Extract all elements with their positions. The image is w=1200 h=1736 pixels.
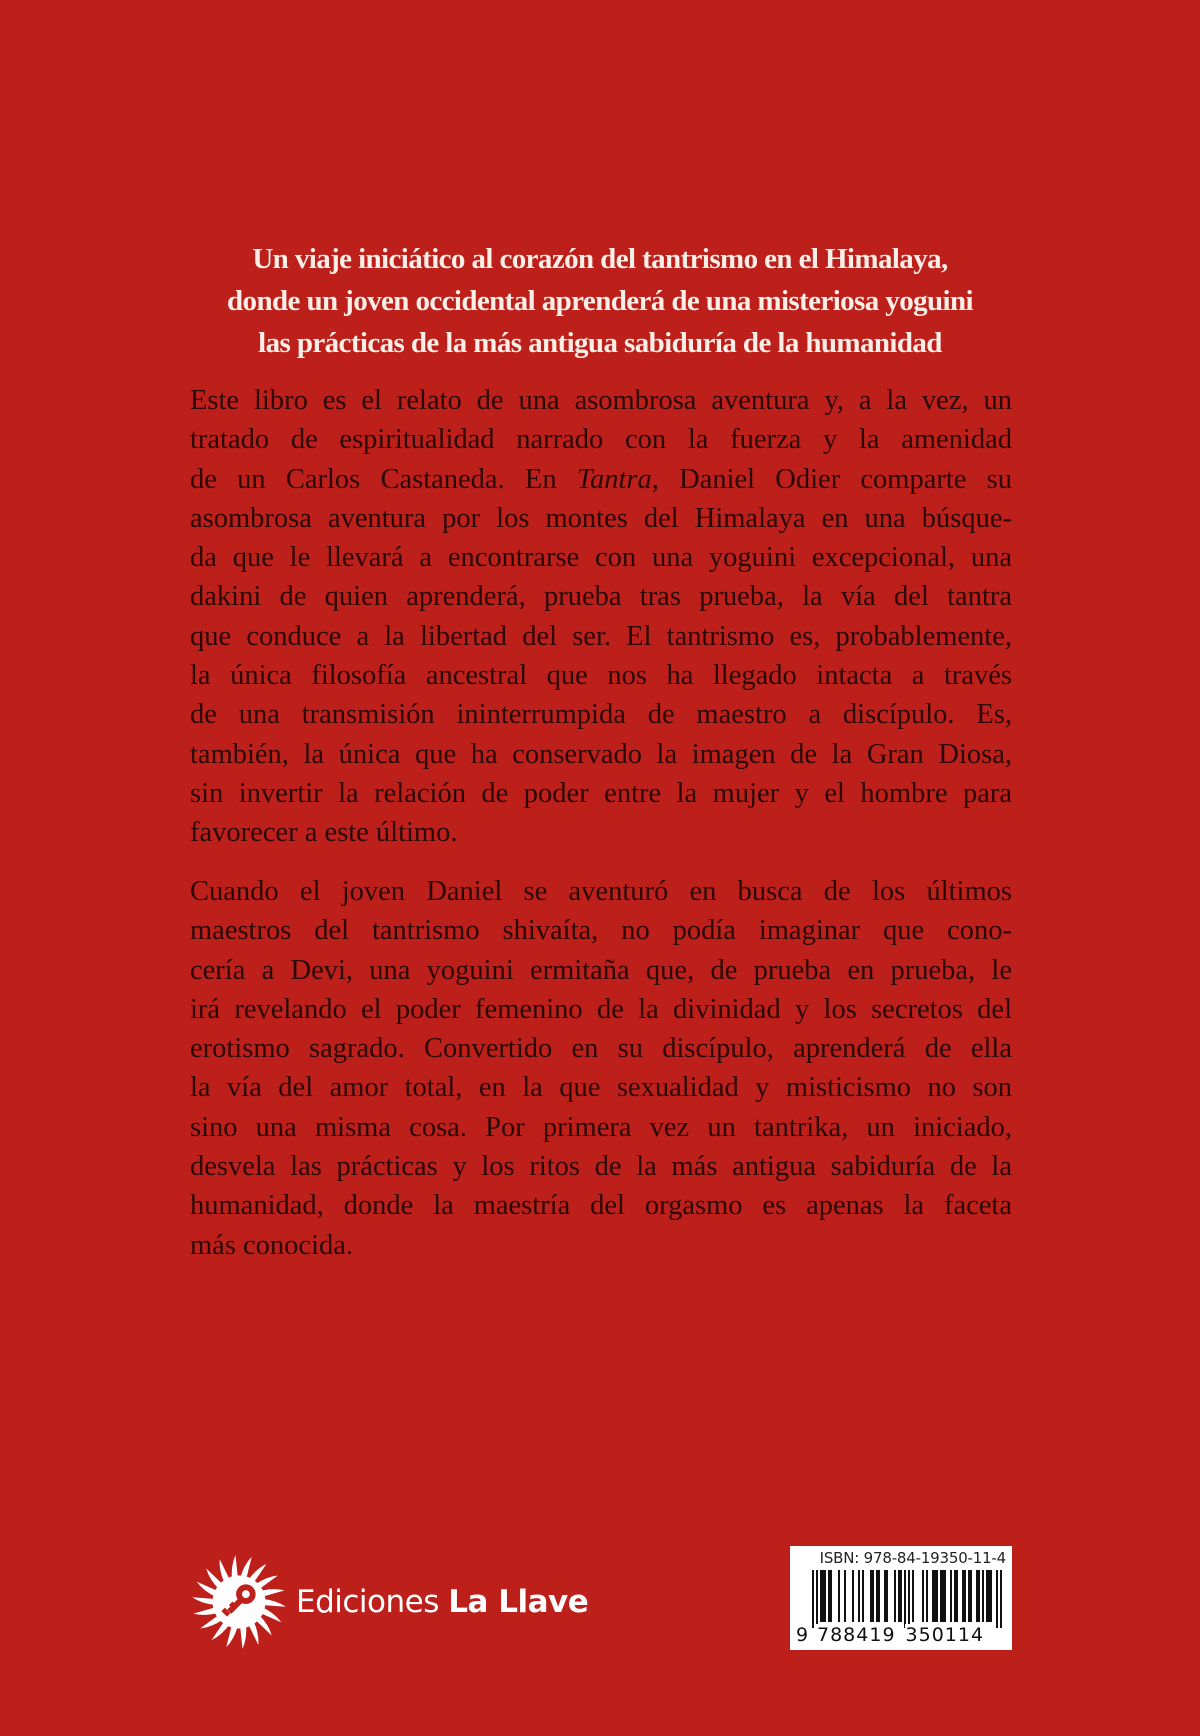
text-line: sino una misma cosa. Por primera vez un tantrika, un iniciado,	[190, 1111, 1012, 1143]
barcode-bar	[976, 1570, 978, 1622]
barcode-bar	[956, 1570, 958, 1622]
tagline-line: las prácticas de la más antigua sabiduría de la humanidad	[258, 327, 942, 359]
barcode-bar	[1000, 1570, 1002, 1628]
tagline	[150, 238, 1050, 364]
ean-group-left: 788419	[817, 1624, 896, 1646]
barcode-bar	[886, 1570, 888, 1622]
barcode-bar	[978, 1570, 980, 1622]
barcode-bar	[988, 1570, 990, 1622]
barcode-bar	[858, 1570, 860, 1622]
barcode-bar	[830, 1570, 832, 1622]
barcode-bar	[996, 1570, 998, 1628]
text-line	[190, 460, 1012, 499]
barcode-bar	[922, 1570, 924, 1622]
tagline-line: Un viaje iniciático al corazón del tantrismo en el Himalaya,	[252, 243, 948, 275]
barcode-bar	[954, 1570, 956, 1622]
text-segment: asombrosa aventura por los montes del Himalaya en una búsque-	[190, 502, 1012, 534]
barcode-bar	[904, 1570, 906, 1628]
barcode-bar	[912, 1570, 914, 1622]
barcode-bar	[986, 1570, 988, 1622]
barcode-bar	[982, 1570, 984, 1622]
barcode-bar	[932, 1570, 934, 1622]
text-segment: también, la única que ha conservado la imagen de la Gran Diosa,	[190, 738, 1012, 770]
barcode-bar	[824, 1570, 826, 1622]
barcode-bar	[900, 1570, 902, 1622]
isbn-barcode	[790, 1546, 1012, 1650]
text-line: desvela las prácticas y los ritos de la más antigua sabiduría de la	[190, 1151, 1012, 1183]
barcode-bar	[950, 1570, 952, 1622]
barcode-bar	[878, 1570, 880, 1622]
text-segment: Este libro es el relato de una asombrosa aventura y, a la vez, un	[190, 385, 1012, 416]
publisher-name-regular: Ediciones	[296, 1584, 449, 1620]
tagline-line: donde un joven occidental aprenderá de una misteriosa yoguini	[227, 285, 973, 317]
description-paragraph-1	[190, 381, 1012, 853]
barcode-bar	[884, 1570, 886, 1622]
book-title-italic: Tantra	[576, 463, 652, 495]
text-segment: , Daniel Odier comparte su	[651, 463, 1012, 495]
text-line	[190, 499, 1012, 538]
text-segment: que conduce a la libertad del ser. El tantrismo es, probablemente,	[190, 620, 1012, 652]
barcode-bars	[812, 1570, 1002, 1628]
barcode-bar	[852, 1570, 854, 1622]
barcode-bar	[844, 1570, 846, 1622]
sun-key-icon	[190, 1553, 288, 1651]
sun-ray	[262, 1599, 285, 1607]
barcode-bar	[822, 1570, 824, 1622]
text-line	[190, 735, 1012, 774]
barcode-bar	[936, 1570, 938, 1622]
text-line	[190, 617, 1012, 656]
ean-digits	[796, 1624, 1006, 1646]
text-line: más conocida.	[190, 1229, 354, 1261]
text-line: irá revelando el poder femenino de la divinidad y los secretos del	[190, 993, 1012, 1025]
barcode-bar	[944, 1570, 946, 1622]
text-line	[190, 774, 1012, 813]
text-line: la vía del amor total, en la que sexualidad y misticismo no son	[190, 1072, 1012, 1104]
barcode-bar	[934, 1570, 936, 1622]
text-line	[190, 695, 1012, 734]
text-line: maestros del tantrismo shivaíta, no podía imaginar que cono-	[190, 915, 1012, 947]
text-segment: dakini de quien aprenderá, prueba tras prueba, la vía del tantra	[190, 581, 1012, 613]
barcode-bar	[970, 1570, 972, 1622]
text-line	[190, 577, 1012, 616]
text-line	[190, 538, 1012, 577]
text-segment: tratado de espiritualidad narrado con la fuerza y la amenidad	[190, 424, 1012, 456]
barcode-bar	[820, 1570, 822, 1622]
barcode-bar	[894, 1570, 896, 1622]
barcode-bar	[812, 1570, 814, 1628]
text-line: erotismo sagrado. Convertido en su discípulo, aprenderá de ella	[190, 1033, 1012, 1065]
text-line	[190, 420, 1012, 459]
barcode-bar	[898, 1570, 900, 1622]
text-line	[190, 656, 1012, 695]
barcode-bar	[940, 1570, 942, 1622]
ean-group-right: 350114	[905, 1624, 985, 1646]
text-segment: de una transmisión ininterrumpida de maestro a discípulo. Es,	[190, 699, 1012, 731]
barcode-bar	[872, 1570, 874, 1622]
sun-ray	[192, 1597, 215, 1605]
text-segment: sin invertir la relación de poder entre la mujer y el hombre para	[190, 777, 1012, 809]
barcode-bar	[908, 1570, 910, 1628]
barcode-bar	[968, 1570, 970, 1622]
barcode-bar	[962, 1570, 964, 1622]
barcode-bar	[876, 1570, 878, 1622]
text-line	[190, 813, 1012, 852]
ean-first-digit: 9	[796, 1624, 809, 1646]
text-segment: de un Carlos Castaneda. En	[190, 463, 577, 495]
publisher-logo	[190, 1552, 588, 1652]
barcode-bar	[838, 1570, 840, 1622]
text-line: Cuando el joven Daniel se aventuró en busca de los últimos	[190, 876, 1012, 907]
text-segment: la única filosofía ancestral que nos ha llegado intacta a través	[190, 660, 1012, 692]
barcode-bar	[942, 1570, 944, 1622]
text-line: humanidad, donde la maestría del orgasmo es apenas la faceta	[190, 1190, 1012, 1222]
barcode-bar	[862, 1570, 864, 1622]
barcode-bar	[990, 1570, 992, 1622]
barcode-bar	[964, 1570, 966, 1622]
publisher-name-bold: La Llave	[448, 1584, 589, 1620]
isbn-label: ISBN: 978-84-19350-11-4	[819, 1549, 1006, 1567]
barcode-bar	[926, 1570, 928, 1622]
barcode-bar	[816, 1570, 818, 1628]
barcode-bar	[828, 1570, 830, 1622]
text-segment: favorecer a este último.	[190, 817, 458, 849]
publisher-name	[296, 1584, 588, 1620]
description-paragraph-2	[190, 872, 1012, 1265]
text-segment: da que le llevará a encontrarse con una yoguini excepcional, una	[190, 542, 1012, 574]
text-line: cería a Devi, una yoguini ermitaña que, de prueba en prueba, le	[190, 954, 1012, 986]
text-line	[190, 381, 1012, 420]
barcode-bar	[870, 1570, 872, 1622]
